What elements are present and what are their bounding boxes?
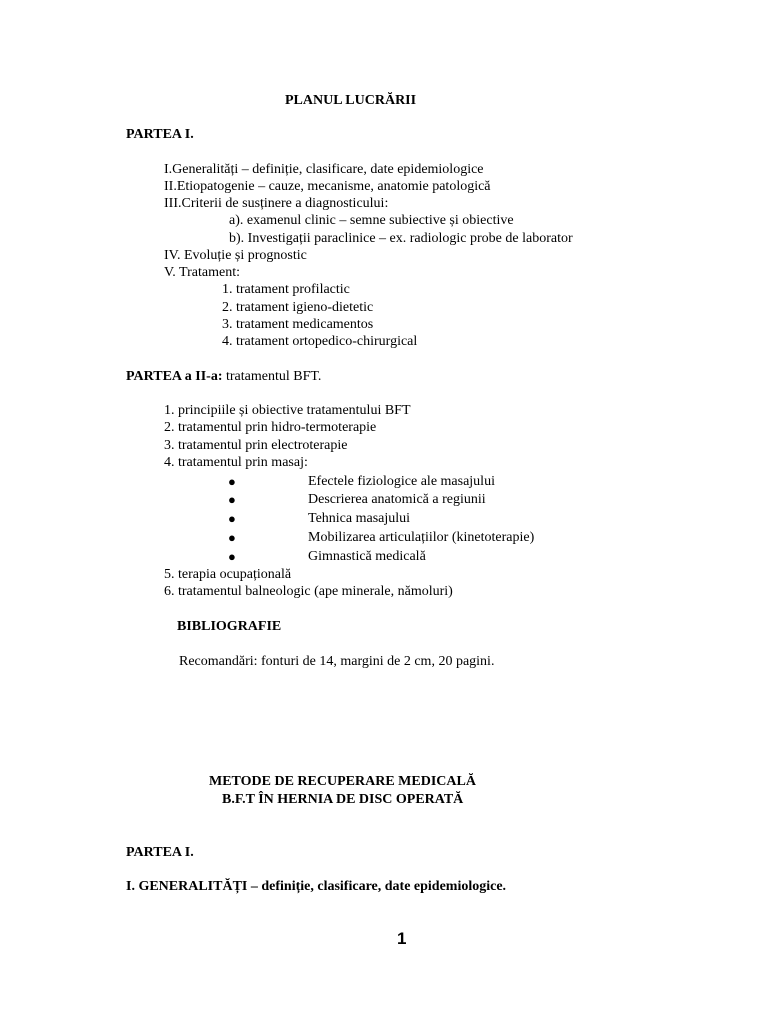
plan-item-tratament: V. Tratament: <box>164 265 240 280</box>
section1-heading: I. GENERALITĂȚI – definiție, clasificare, date epidemiologice. <box>126 879 507 894</box>
plan-item-criterii: III.Criterii de susținere a diagnosticului: <box>164 196 389 211</box>
part2-heading <box>126 368 321 385</box>
part2-item: 6. tratamentul balneologic (ape minerale, nămoluri) <box>164 584 453 599</box>
treatment-subitem: 2. tratament igieno-dietetic <box>222 300 374 315</box>
bullet-icon: ● <box>228 474 236 489</box>
bullet-icon: ● <box>228 549 236 564</box>
bullet-icon: ● <box>228 492 236 507</box>
massage-bullet-item: Mobilizarea articulațiilor (kinetoterapie) <box>308 530 535 545</box>
document-part1-heading: PARTEA I. <box>126 845 194 860</box>
plan-item-etiopatogenie: II.Etiopatogenie – cauze, mecanisme, anatomie patologică <box>164 179 491 194</box>
page-number: 1 <box>397 929 407 948</box>
plan-subitem-examen-clinic: a). examenul clinic – semne subiective și obiective <box>229 213 514 228</box>
bullet-icon: ● <box>228 511 236 526</box>
plan-item-evolutie: IV. Evoluție și prognostic <box>164 248 307 263</box>
treatment-subitem: 3. tratament medicamentos <box>222 317 374 332</box>
treatment-subitem: 4. tratament ortopedico-chirurgical <box>222 334 418 349</box>
part2-item: 3. tratamentul prin electroterapie <box>164 438 348 453</box>
massage-bullet-item: Tehnica masajului <box>308 511 411 526</box>
document-title-line2: B.F.T ÎN HERNIA DE DISC OPERATĂ <box>222 792 464 807</box>
plan-title: PLANUL LUCRĂRII <box>285 93 417 108</box>
plan-item-generalitati: I.Generalități – definiție, clasificare, date epidemiologice <box>164 162 484 177</box>
part2-item: 2. tratamentul prin hidro-termoterapie <box>164 420 377 435</box>
part2-item: 5. terapia ocupațională <box>164 567 292 582</box>
part2-heading-label: PARTEA a II-a: <box>126 369 223 384</box>
part2-heading-text: tratamentul BFT. <box>222 369 322 384</box>
part2-item: 1. principiile și obiective tratamentului BFT <box>164 403 411 418</box>
massage-bullet-item: Efectele fiziologice ale masajului <box>308 474 495 489</box>
plan-subitem-investigatii: b). Investigații paraclinice – ex. radiologic probe de laborator <box>229 231 573 246</box>
massage-bullet-item: Descrierea anatomică a regiunii <box>308 492 486 507</box>
document-title-line1: METODE DE RECUPERARE MEDICALĂ <box>209 774 476 789</box>
recommendations-text: Recomandări: fonturi de 14, margini de 2 cm, 20 pagini. <box>179 654 495 669</box>
bibliography-heading: BIBLIOGRAFIE <box>177 619 282 634</box>
bullet-icon: ● <box>228 530 236 545</box>
massage-bullet-item: Gimnastică medicală <box>308 549 426 564</box>
part1-heading: PARTEA I. <box>126 127 194 142</box>
treatment-subitem: 1. tratament profilactic <box>222 282 350 297</box>
part2-item: 4. tratamentul prin masaj: <box>164 455 308 470</box>
